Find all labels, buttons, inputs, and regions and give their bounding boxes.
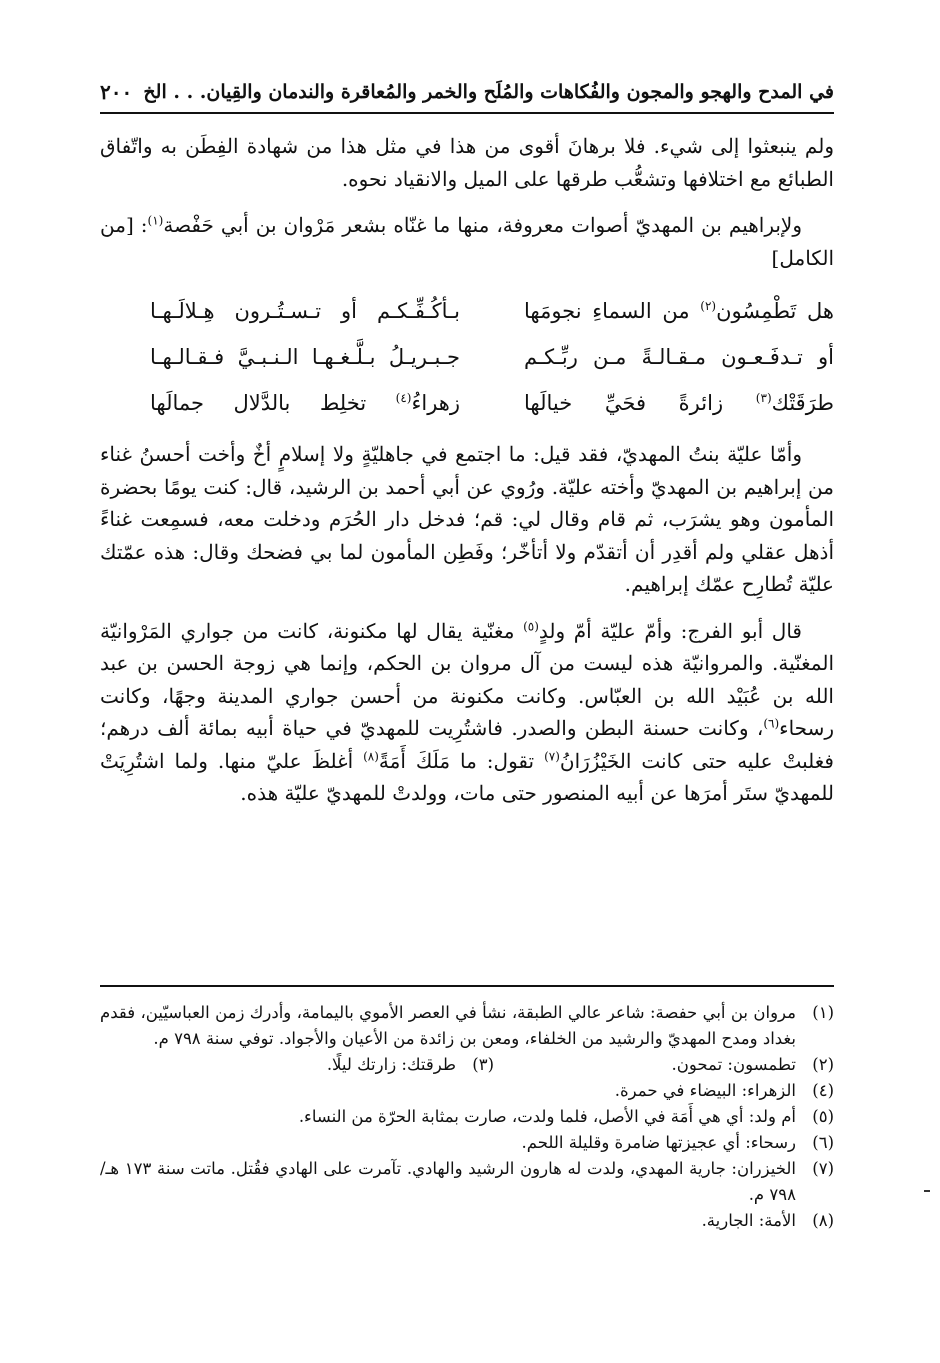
footnote-ref-2: (٢) (700, 298, 717, 313)
running-header (100, 72, 834, 114)
verse-3-second-part-b: تخلِط بالدَّلال جمالَها (150, 390, 396, 415)
footnote-1 (100, 1000, 834, 1052)
verse-1-first-part-b: من السماءِ نجومَها (524, 298, 701, 323)
page-number: ٢٠٠ (100, 80, 133, 104)
verse-2-first-hemistich: أو تـدفَـعـون مـقـالـةً مـن ربِّـكـم (524, 344, 834, 369)
footnote-number: (٣) (472, 1055, 494, 1074)
footnote-number: (١) (812, 1003, 834, 1022)
paragraph-4-part-e: أغلظَ عليّ منها. ولما اشتُرِيَتْ للمهديّ ستَر أمرَها عن أبيه المنصور حتى مات، وولدتْ للمهديّ عليّة هذه. (100, 748, 834, 805)
footnote-number: (٧) (812, 1159, 834, 1178)
verse-1-first-part-a: هل تَطْمِسُون (716, 298, 834, 323)
verse-3 (100, 380, 834, 426)
paragraph-4 (100, 615, 834, 810)
paragraph-4-part-d: تقول: ما مَلَكَ أَمَةً (378, 748, 545, 773)
footnote-number: (٨) (812, 1211, 834, 1230)
footnote-4 (100, 1078, 834, 1104)
verse-3-first-part-b: زائرةً فحَيِّ خيالَها (524, 390, 756, 415)
footnote-pair-2-3 (100, 1052, 834, 1078)
paragraph-2-text: ولإبراهيم بن المهديّ أصوات معروفة، منها ما غنّاه بشعر مَرْوان بن أبي حَفْصة (163, 213, 802, 237)
paragraph-4-part-a: قال أبو الفرج: وأمّ عليّة أمّ ولدٍ (538, 618, 802, 643)
poem (100, 288, 834, 426)
footnote-5 (100, 1104, 834, 1130)
footnote-number: (٢) (812, 1055, 834, 1074)
footnote-3 (154, 1052, 494, 1078)
footnote-number: (٦) (812, 1133, 834, 1152)
footnote-ref-8: (٨) (363, 748, 379, 763)
paragraph-2 (100, 209, 834, 274)
verse-1-first-hemistich (524, 295, 834, 328)
verse-3-second-hemistich (150, 387, 460, 420)
main-text (100, 130, 834, 824)
footnote-2 (494, 1052, 834, 1078)
footnote-text: الزهراء: البيضاء في حمرة. (614, 1081, 796, 1100)
footnote-text: أم ولد: أي هي أَمَة في الأصل، فلما ولدت، صارت بمثابة الحرّة من النساء. (298, 1107, 796, 1126)
footnote-6 (100, 1130, 834, 1156)
footnote-number: (٥) (812, 1107, 834, 1126)
verse-2-second-hemistich: جـبـريـلُ بـلَّـغـهـا الـنـبـيَّ فـقـالـهـا (150, 344, 460, 369)
verse-1 (100, 288, 834, 334)
footnote-divider (100, 985, 834, 987)
verse-2 (100, 334, 834, 380)
verse-3-second-part-a: زهراءُ (411, 390, 460, 415)
footnote-text: الخيزران: جارية المهدي، ولدت له هارون الرشيد والهادي. تآمرت على الهادي فقُتل. ماتت سنة ١٧٣ هـ/ ٧٩٨ م. (100, 1159, 796, 1204)
footnote-text: رسحاء: أي عجيزتها ضامرة وقليلة اللحم. (521, 1133, 796, 1152)
footnote-7 (100, 1156, 834, 1208)
footnote-ref-1: (١) (147, 213, 164, 228)
footnote-ref-6: (٦) (763, 716, 780, 731)
paragraph-1: ولم ينبعثوا إلى شيء. فلا برهانَ أقوى من هذا في مثل هذا من شهادة الفِطَن به واتّفاق الطبائع مع اختلافها وتشعُّب طرقها على الميل والانقياد نحوه. (100, 134, 834, 191)
footnote-8 (100, 1208, 834, 1234)
footnote-text: الأمة: الجارية. (701, 1211, 796, 1230)
paragraph-4-part-c: ، وكانت حسنة البطن والصدر. فاشتُرِيت للمهديّ في حياة أبيه بمائة ألف درهم؛ فغلبتْ عليه حتى كانت الخَيْزُرَانُ (100, 716, 834, 773)
verse-3-first-part-a: طرَقَتْك (771, 390, 834, 415)
paragraph-3: وأمّا عليّة بنتُ المهديّ، فقد قيل: ما اجتمع في جاهليّةٍ ولا إسلامٍ أخٌ وأخت أحسنُ غناء من إبراهيم بن المهديّ وأخته عليّة. ورُوي عن أبي أحمد بن الرشيد، قال: كنت يومًا بحضرة المأمون وهو يشرَب، ثم قام وقال لي: قم؛ فدخل دار الحُرَم ودخلت معه، فسمِعت غناءً أذهل عقلي ولم أقدِر أن أتقدّم ولا أتأخّر؛ وفَطِن المأمون لما بي فضحك وقال: هذه عمّتك عليّة تُطارِح عمّك إبراهيم. (100, 442, 834, 596)
paragraph-4-part-b: مغنّية يقال لها مكنونة، كانت من جواري المَرْوانيّة المغنّية. والمروانيّة هذه ليست من آل مروان بن الحكم، وإنما هي زوجة الحسن بن عبد الله بن عُبَيْد الله بن العبّاس. وكانت مكنونة من أحسن جواري المدينة وجهًا، وكانت رسحاء (100, 618, 834, 740)
meter-label: : [من الكامل] (100, 213, 834, 270)
verse-3-first-hemistich (524, 387, 834, 420)
footnote-text: تطمسون: تمحون. (671, 1055, 796, 1074)
footnote-ref-5: (٥) (523, 618, 539, 633)
running-title: في المدح والهجو والمجون والفُكاهات والمُلَح والخمر والمُعاقرة والندمان والقِيان. . . الخ (143, 81, 834, 103)
footnote-text: مروان بن أبي حفصة: شاعر عالي الطبقة، نشأ في العصر الأموي باليمامة، وأدرك زمن العباسيّين، فقدم بغداد ومدح المهديّ والرشيد من الخلفاء، ومعن بن زائدة من الأعيان والأجواد. توفي سنة ٧٩٨ م. (100, 1003, 796, 1048)
footnote-number: (٤) (812, 1081, 834, 1100)
footnote-ref-3: (٣) (755, 390, 772, 405)
footnote-ref-7: (٧) (544, 748, 560, 763)
verse-1-second-hemistich: بـأكُـفِّـكـم أو تـسـتُـرون هِـلالَـهـا (150, 298, 460, 323)
footnotes (100, 1000, 834, 1234)
footnote-ref-4: (٤) (395, 390, 412, 405)
footnote-text: طرقتك: زارتك ليلًا. (326, 1055, 456, 1074)
margin-mark (924, 1190, 930, 1192)
